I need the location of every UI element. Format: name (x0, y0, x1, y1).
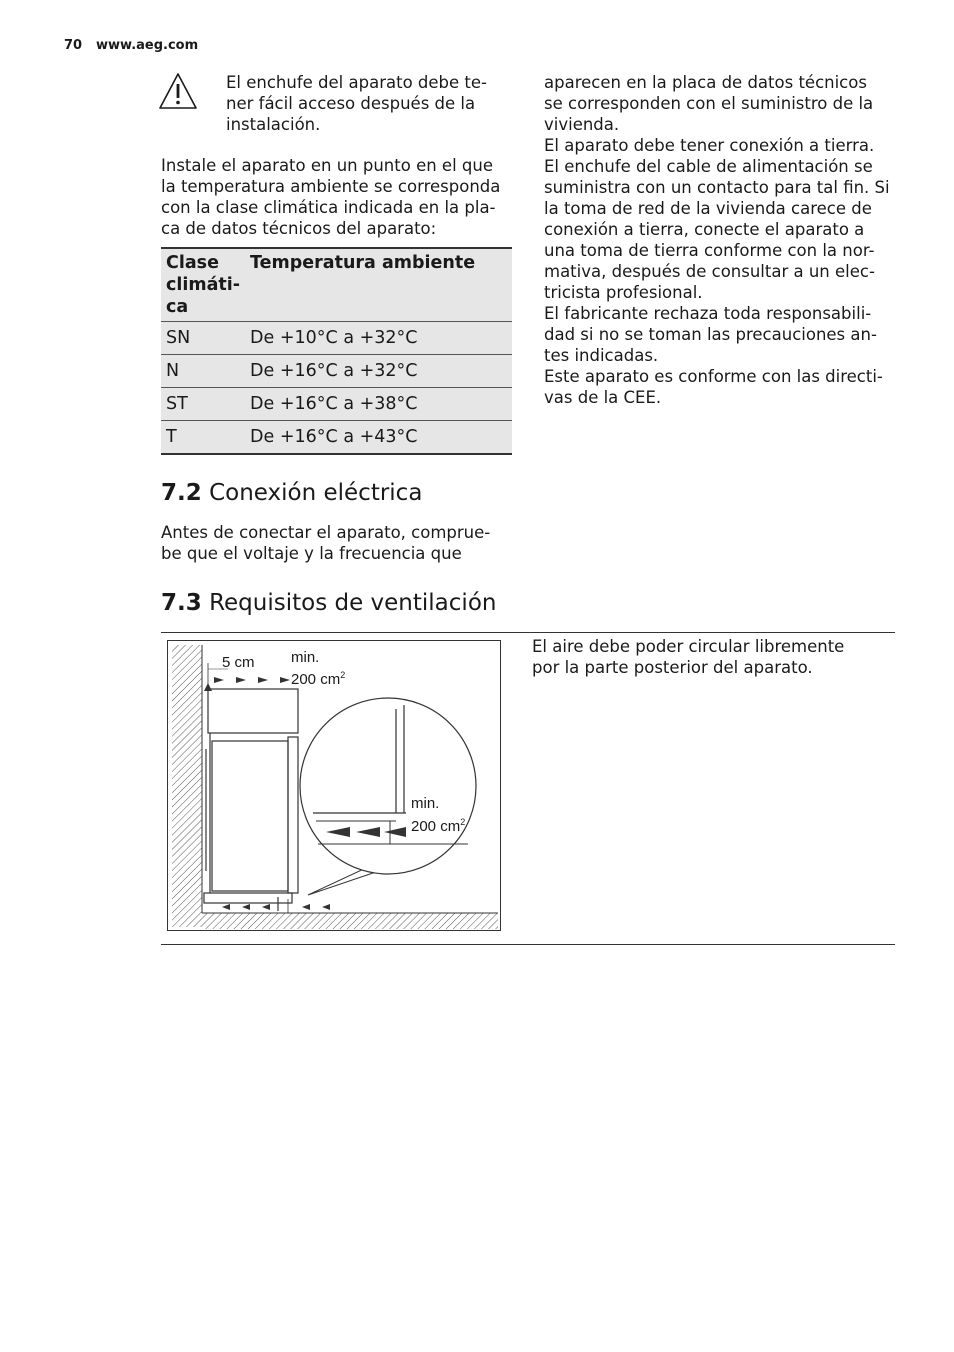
table-row (161, 355, 512, 388)
electrical-connection-text: aparecen en la placa de datos técnicos se corresponden con el suministro de la vivienda. El aparato debe tener conexión a tierra. El enchufe del cable de alimentación se suministra con un contacto para tal fin. Si la toma de red de la vivienda carece de conexión a tierra, conecte el aparato a una toma de tierra conforme con la nor- mativa, después de consultar a un elec- tricista profesional. El fabricante rechaza toda responsabili- dad si no se toman las precauciones an- tes indicadas. Este aparato es conforme con las directi- vas de la CEE. (544, 73, 890, 407)
table-row (161, 388, 512, 421)
section-7-3-heading: 7.3 Requisitos de ventilación (161, 590, 497, 616)
top-area-label: 200 $cm^2$ (291, 670, 346, 688)
table-row (161, 421, 512, 454)
table-cell-class: T (161, 421, 245, 454)
gap-label: 5 cm (222, 654, 255, 671)
section-top-rule (161, 632, 895, 633)
appliance-outline (204, 689, 298, 911)
intro-paragraph: Instale el aparato en un punto en el que la temperatura ambiente se corresponda con la clase climática indicada en la pla- ca de datos técnicos del aparato: (161, 156, 501, 238)
bottom-airflow-arrows (222, 899, 330, 913)
table-cell-class: N (161, 355, 245, 388)
table-cell-class: ST (161, 388, 245, 421)
warning-triangle-icon (158, 72, 198, 110)
table-cell-range: De +16°C a +38°C (245, 388, 512, 421)
section-bottom-rule (161, 944, 895, 945)
table-cell-range: De +16°C a +32°C (245, 355, 512, 388)
table-header-class: Clase climáti- ca (161, 248, 245, 322)
table-cell-range: De +10°C a +32°C (245, 322, 512, 355)
warning-text: El enchufe del aparato debe te- ner fácil acceso después de la instalación. (226, 73, 487, 134)
top-min-label: min. (291, 649, 320, 666)
section-7-2-text: Antes de conectar el aparato, comprue- be que el voltaje y la frecuencia que (161, 523, 491, 563)
header-website: www.aeg.com (96, 38, 199, 53)
detail-callout (300, 698, 476, 895)
detail-min-label: min. (411, 795, 440, 812)
table-header-temperature: Temperatura ambiente (245, 248, 512, 322)
section-7-2-heading: 7.2 Conexión eléctrica (161, 480, 423, 506)
table-cell-range: De +16°C a +43°C (245, 421, 512, 454)
table-cell-class: SN (161, 322, 245, 355)
table-row (161, 322, 512, 355)
detail-area-label: 200 $cm^2$ (411, 817, 466, 835)
ventilation-diagram (167, 640, 501, 931)
climate-class-table (161, 247, 512, 455)
page-number: 70 (64, 38, 83, 53)
ventilation-text: El aire debe poder circular libremente por la parte posterior del aparato. (532, 637, 845, 677)
